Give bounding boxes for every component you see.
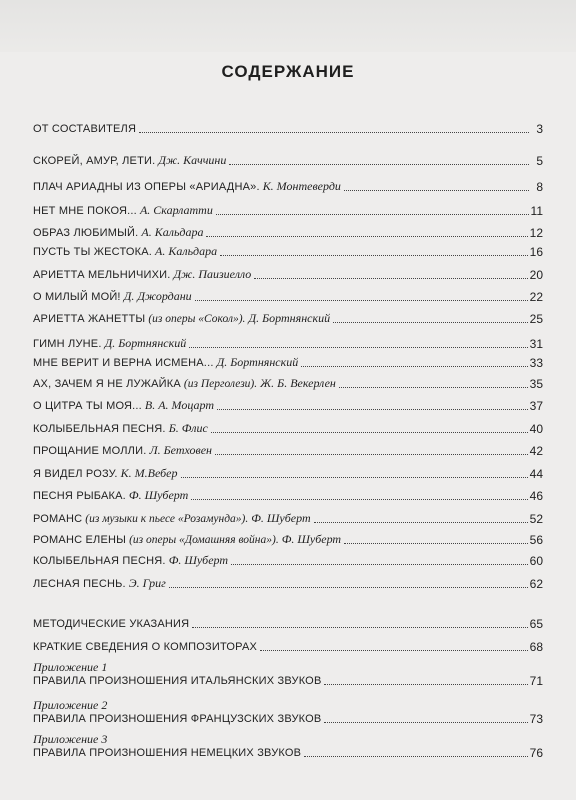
leader-dots	[217, 408, 528, 410]
page-number: 33	[529, 356, 543, 370]
composer: Ж. Б. Векерлен	[260, 376, 336, 390]
toc-entry[interactable]: МНЕ ВЕРИТ И ВЕРНА ИСМЕНА... Д. Бортнянский 33	[33, 355, 543, 370]
toc-entry[interactable]: ПРОЩАНИЕ МОЛЛИ. Л. Бетховен 42	[33, 443, 543, 458]
page-number: 76	[529, 746, 543, 760]
toc-entry[interactable]: ЛЕСНАЯ ПЕСНЬ. Э. Григ 62	[33, 576, 543, 591]
composer: Д. Бортнянский	[216, 355, 299, 369]
page-number: 52	[529, 512, 543, 526]
page-number: 20	[529, 268, 543, 282]
toc-entry[interactable]: ОБРАЗ ЛЮБИМЫЙ. А. Кальдара 12	[33, 225, 543, 240]
appendix-label: Приложение 3	[33, 732, 108, 746]
page-number: 8	[536, 180, 543, 194]
leader-dots	[192, 626, 527, 628]
appendix-label: Приложение 1	[33, 660, 108, 674]
source-note: (из оперы «Домашняя война»).	[129, 534, 279, 546]
toc-entry[interactable]: ПЛАЧ АРИАДНЫ ИЗ ОПЕРЫ «АРИАДНА». К. Монтеверди 8	[33, 179, 543, 194]
toc-entry[interactable]: ПРАВИЛА ПРОИЗНОШЕНИЯ ИТАЛЬЯНСКИХ ЗВУКОВ 71	[33, 674, 543, 688]
leader-dots	[344, 189, 529, 191]
composer: Э. Григ	[128, 576, 166, 590]
composer: Б. Флис	[168, 421, 208, 435]
composer: А. Кальдара	[141, 225, 204, 239]
leader-dots	[229, 163, 529, 165]
composer: Дж. Паизиелло	[173, 267, 252, 281]
leader-dots	[189, 346, 527, 348]
composer: К. Монтеверди	[262, 179, 341, 193]
composer: Л. Бетховен	[149, 443, 213, 457]
leader-dots	[260, 649, 528, 651]
leader-dots	[344, 542, 528, 544]
page-number: 60	[529, 554, 543, 568]
page-number: 44	[529, 467, 543, 481]
composer: Д. Бортнянский	[248, 311, 331, 325]
toc-entry[interactable]: ПРАВИЛА ПРОИЗНОШЕНИЯ ФРАНЦУЗСКИХ ЗВУКОВ 73	[33, 712, 543, 726]
composer: В. А. Моцарт	[144, 398, 215, 412]
toc-entry[interactable]: АРИЕТТА МЕЛЬНИЧИХИ. Дж. Паизиелло 20	[33, 267, 543, 282]
page-number: 73	[529, 712, 543, 726]
toc-entry[interactable]: КОЛЫБЕЛЬНАЯ ПЕСНЯ. Ф. Шуберт 60	[33, 553, 543, 568]
page-number: 62	[529, 577, 543, 591]
toc-entry[interactable]: ГИМН ЛУНЕ. Д. Бортнянский 31	[33, 336, 543, 351]
toc-entry[interactable]: О ЦИТРА ТЫ МОЯ... В. А. Моцарт 37	[33, 398, 543, 413]
leader-dots	[314, 521, 528, 523]
page-number: 11	[530, 204, 543, 218]
source-note: (из оперы «Сокол»).	[148, 313, 246, 325]
toc-entry[interactable]: О МИЛЫЙ МОЙ! Д. Джордани 22	[33, 289, 543, 304]
toc-entry[interactable]: РОМАНС (из музыки к пьесе «Розамунда»). Ф. Шуберт 52	[33, 511, 543, 526]
appendix-label: Приложение 2	[33, 698, 108, 712]
page-number: 37	[529, 399, 543, 413]
page-number: 40	[529, 422, 543, 436]
leader-dots	[333, 321, 528, 323]
toc-entry[interactable]: КОЛЫБЕЛЬНАЯ ПЕСНЯ. Б. Флис 40	[33, 421, 543, 436]
page-number: 16	[529, 245, 543, 259]
page-number: 35	[529, 377, 543, 391]
leader-dots	[254, 277, 527, 279]
toc-entry[interactable]: Я ВИДЕЛ РОЗУ. К. М.Вебер 44	[33, 466, 543, 481]
page-number: 46	[529, 489, 543, 503]
page-number: 3	[536, 122, 543, 136]
leader-dots	[211, 431, 528, 433]
page-number: 56	[529, 533, 543, 547]
leader-dots	[220, 254, 528, 256]
page-number: 42	[529, 444, 543, 458]
composer: Дж. Каччини	[158, 153, 227, 167]
leader-dots	[181, 476, 528, 478]
page-title: СОДЕРЖАНИЕ	[221, 62, 355, 81]
toc-entry[interactable]: АХ, ЗАЧЕМ Я НЕ ЛУЖАЙКА (из Перголези). Ж. Б. Векерлен 35	[33, 376, 543, 391]
leader-dots	[215, 453, 528, 455]
leader-dots	[301, 365, 527, 367]
composer: Д. Бортнянский	[104, 336, 187, 350]
composer: Ф. Шуберт	[128, 488, 189, 502]
leader-dots	[339, 386, 528, 388]
leader-dots	[216, 213, 529, 215]
source-note: (из Перголези).	[183, 378, 258, 390]
toc-entry[interactable]: СКОРЕЙ, АМУР, ЛЕТИ. Дж. Каччини 5	[33, 153, 543, 168]
toc-entry[interactable]: РОМАНС ЕЛЕНЫ (из оперы «Домашняя война»). Ф. Шуберт 56	[33, 532, 543, 547]
page-number: 71	[529, 674, 543, 688]
composer: А. Кальдара	[155, 244, 218, 258]
toc-entry[interactable]: ПЕСНЯ РЫБАКА. Ф. Шуберт 46	[33, 488, 543, 503]
leader-dots	[191, 498, 527, 500]
composer: Ф. Шуберт	[281, 532, 342, 546]
toc-entry[interactable]: МЕТОДИЧЕСКИЕ УКАЗАНИЯ 65	[33, 617, 543, 631]
composer: К. М.Вебер	[120, 466, 178, 480]
leader-dots	[195, 299, 528, 301]
page-number: 5	[536, 154, 543, 168]
source-note: (из музыки к пьесе «Розамунда»).	[85, 513, 249, 525]
toc-entry[interactable]: АРИЕТТА ЖАНЕТТЫ (из оперы «Сокол»). Д. Бортнянский 25	[33, 311, 543, 326]
leader-dots	[206, 235, 527, 237]
page-number: 68	[529, 640, 543, 654]
composer: Д. Джордани	[123, 289, 192, 303]
leader-dots	[169, 586, 528, 588]
leader-dots	[231, 563, 528, 565]
composer: А. Скарлатти	[139, 203, 213, 217]
leader-dots	[324, 721, 527, 723]
page-number: 31	[529, 337, 543, 351]
page-number: 22	[529, 290, 543, 304]
toc-entry[interactable]: ОТ СОСТАВИТЕЛЯ 3	[33, 122, 543, 136]
page-number: 65	[529, 617, 543, 631]
page-number: 12	[529, 226, 543, 240]
page-number: 25	[529, 312, 543, 326]
composer: Ф. Шуберт	[168, 553, 229, 567]
toc-entry[interactable]: ПРАВИЛА ПРОИЗНОШЕНИЯ НЕМЕЦКИХ ЗВУКОВ 76	[33, 746, 543, 760]
composer: Ф. Шуберт	[251, 511, 311, 525]
toc-entry[interactable]: ПУСТЬ ТЫ ЖЕСТОКА. А. Кальдара 16	[33, 244, 543, 259]
toc-entry[interactable]: НЕТ МНЕ ПОКОЯ... А. Скарлатти 11	[33, 203, 543, 218]
leader-dots	[304, 755, 527, 757]
leader-dots	[324, 683, 527, 685]
toc-entry[interactable]: КРАТКИЕ СВЕДЕНИЯ О КОМПОЗИТОРАХ 68	[33, 640, 543, 654]
leader-dots	[139, 131, 529, 133]
